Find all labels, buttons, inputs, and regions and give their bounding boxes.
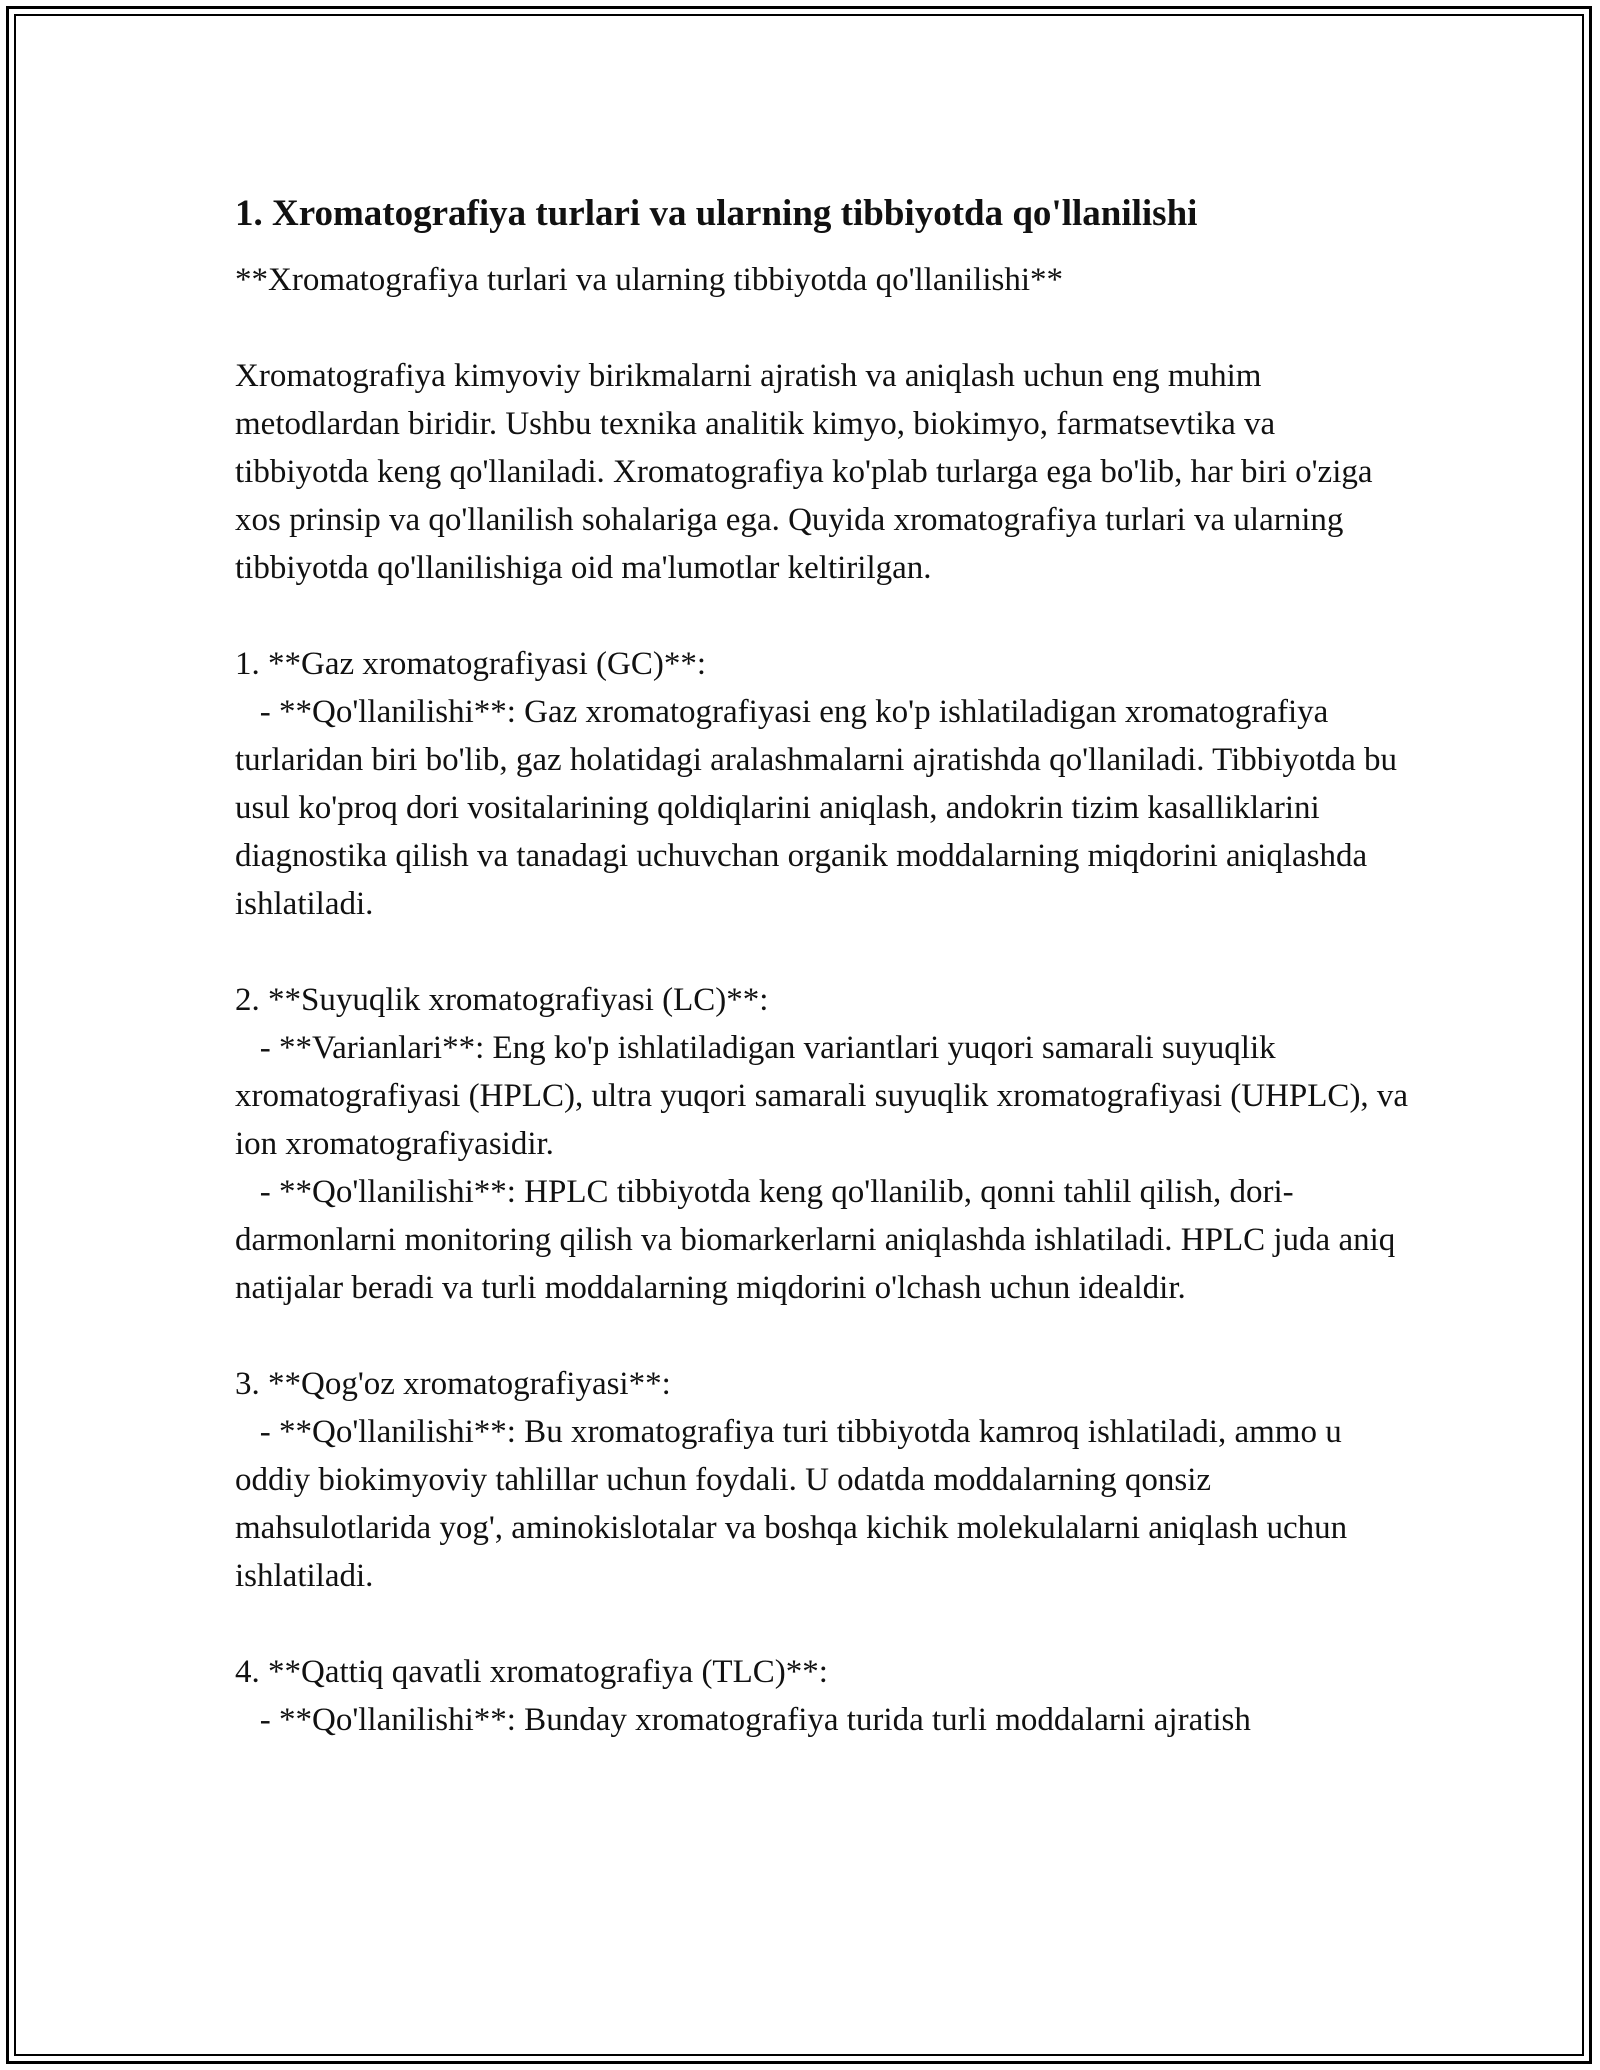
section-bullet: - **Qo'llanilishi**: Bu xromatografiya turi tibbiyotda kamroq ishlatiladi, ammo u oddiy biokimyoviy tahlillar uchun foydali. U odatda moddalarning qonsiz mahsulotlarida yog', aminokislotalar va boshqa kichik molekulalarni aniqlash uchun ishlatiladi. [235, 1414, 1348, 1594]
section-thin-layer-chromatography [235, 1648, 1415, 1744]
document-subtitle: **Xromatografiya turlari va ularning tibbiyotda qo'llanilishi** [235, 262, 1064, 298]
intro-paragraph: Xromatografiya kimyoviy birikmalarni ajratish va aniqlash uchun eng muhim metodlardan biridir. Ushbu texnika analitik kimyo, biokimyo, farmatsevtika va tibbiyotda keng qo'llaniladi. Xromatografiya ko'plab turlarga ega bo'lib, har biri o'ziga xos prinsip va qo'llanilish sohalariga ega. Quyida xromatografiya turlari va ularning tibbiyotda qo'llanilishiga oid ma'lumotlar keltirilgan. [235, 358, 1373, 586]
section-heading: 4. **Qattiq qavatli xromatografiya (TLC)**: [235, 1654, 828, 1690]
section-bullet: - **Qo'llanilishi**: Bunday xromatografiya turida turli moddalarni ajratish [259, 1702, 1251, 1738]
section-heading: 2. **Suyuqlik xromatografiyasi (LC)**: [235, 982, 769, 1018]
section-bullet: - **Qo'llanilishi**: HPLC tibbiyotda keng qo'llanilib, qonni tahlil qilish, dori-darmonlarni monitoring qilish va biomarkerlarni aniqlashda ishlatiladi. HPLC juda aniq natijalar beradi va turli moddalarning miqdorini o'lchash uchun idealdir. [235, 1174, 1396, 1306]
section-liquid-chromatography [235, 976, 1415, 1312]
document-title: 1. Xromatografiya turlari va ularning tibbiyotda qo'llanilishi [235, 193, 1198, 234]
section-bullet: - **Varianlari**: Eng ko'p ishlatiladigan variantlari yuqori samarali suyuqlik xromatografiyasi (HPLC), ultra yuqori samarali suyuqlik xromatografiyasi (UHPLC), va ion xromatografiyasidir. [235, 1030, 1409, 1162]
section-heading: 1. **Gaz xromatografiyasi (GC)**: [235, 646, 707, 682]
section-bullet: - **Qo'llanilishi**: Gaz xromatografiyasi eng ko'p ishlatiladigan xromatografiya turlaridan biri bo'lib, gaz holatidagi aralashmalarni ajratishda qo'llaniladi. Tibbiyotda bu usul ko'proq dori vositalarining qoldiqlarini aniqlash, andokrin tizim kasalliklarini diagnostika qilish va tanadagi uchuvchan organik moddalarning miqdorini aniqlashda ishlatiladi. [235, 694, 1398, 922]
section-heading: 3. **Qog'oz xromatografiyasi**: [235, 1366, 671, 1402]
document-body [235, 182, 1415, 1744]
section-paper-chromatography [235, 1360, 1415, 1600]
section-gas-chromatography [235, 640, 1415, 928]
